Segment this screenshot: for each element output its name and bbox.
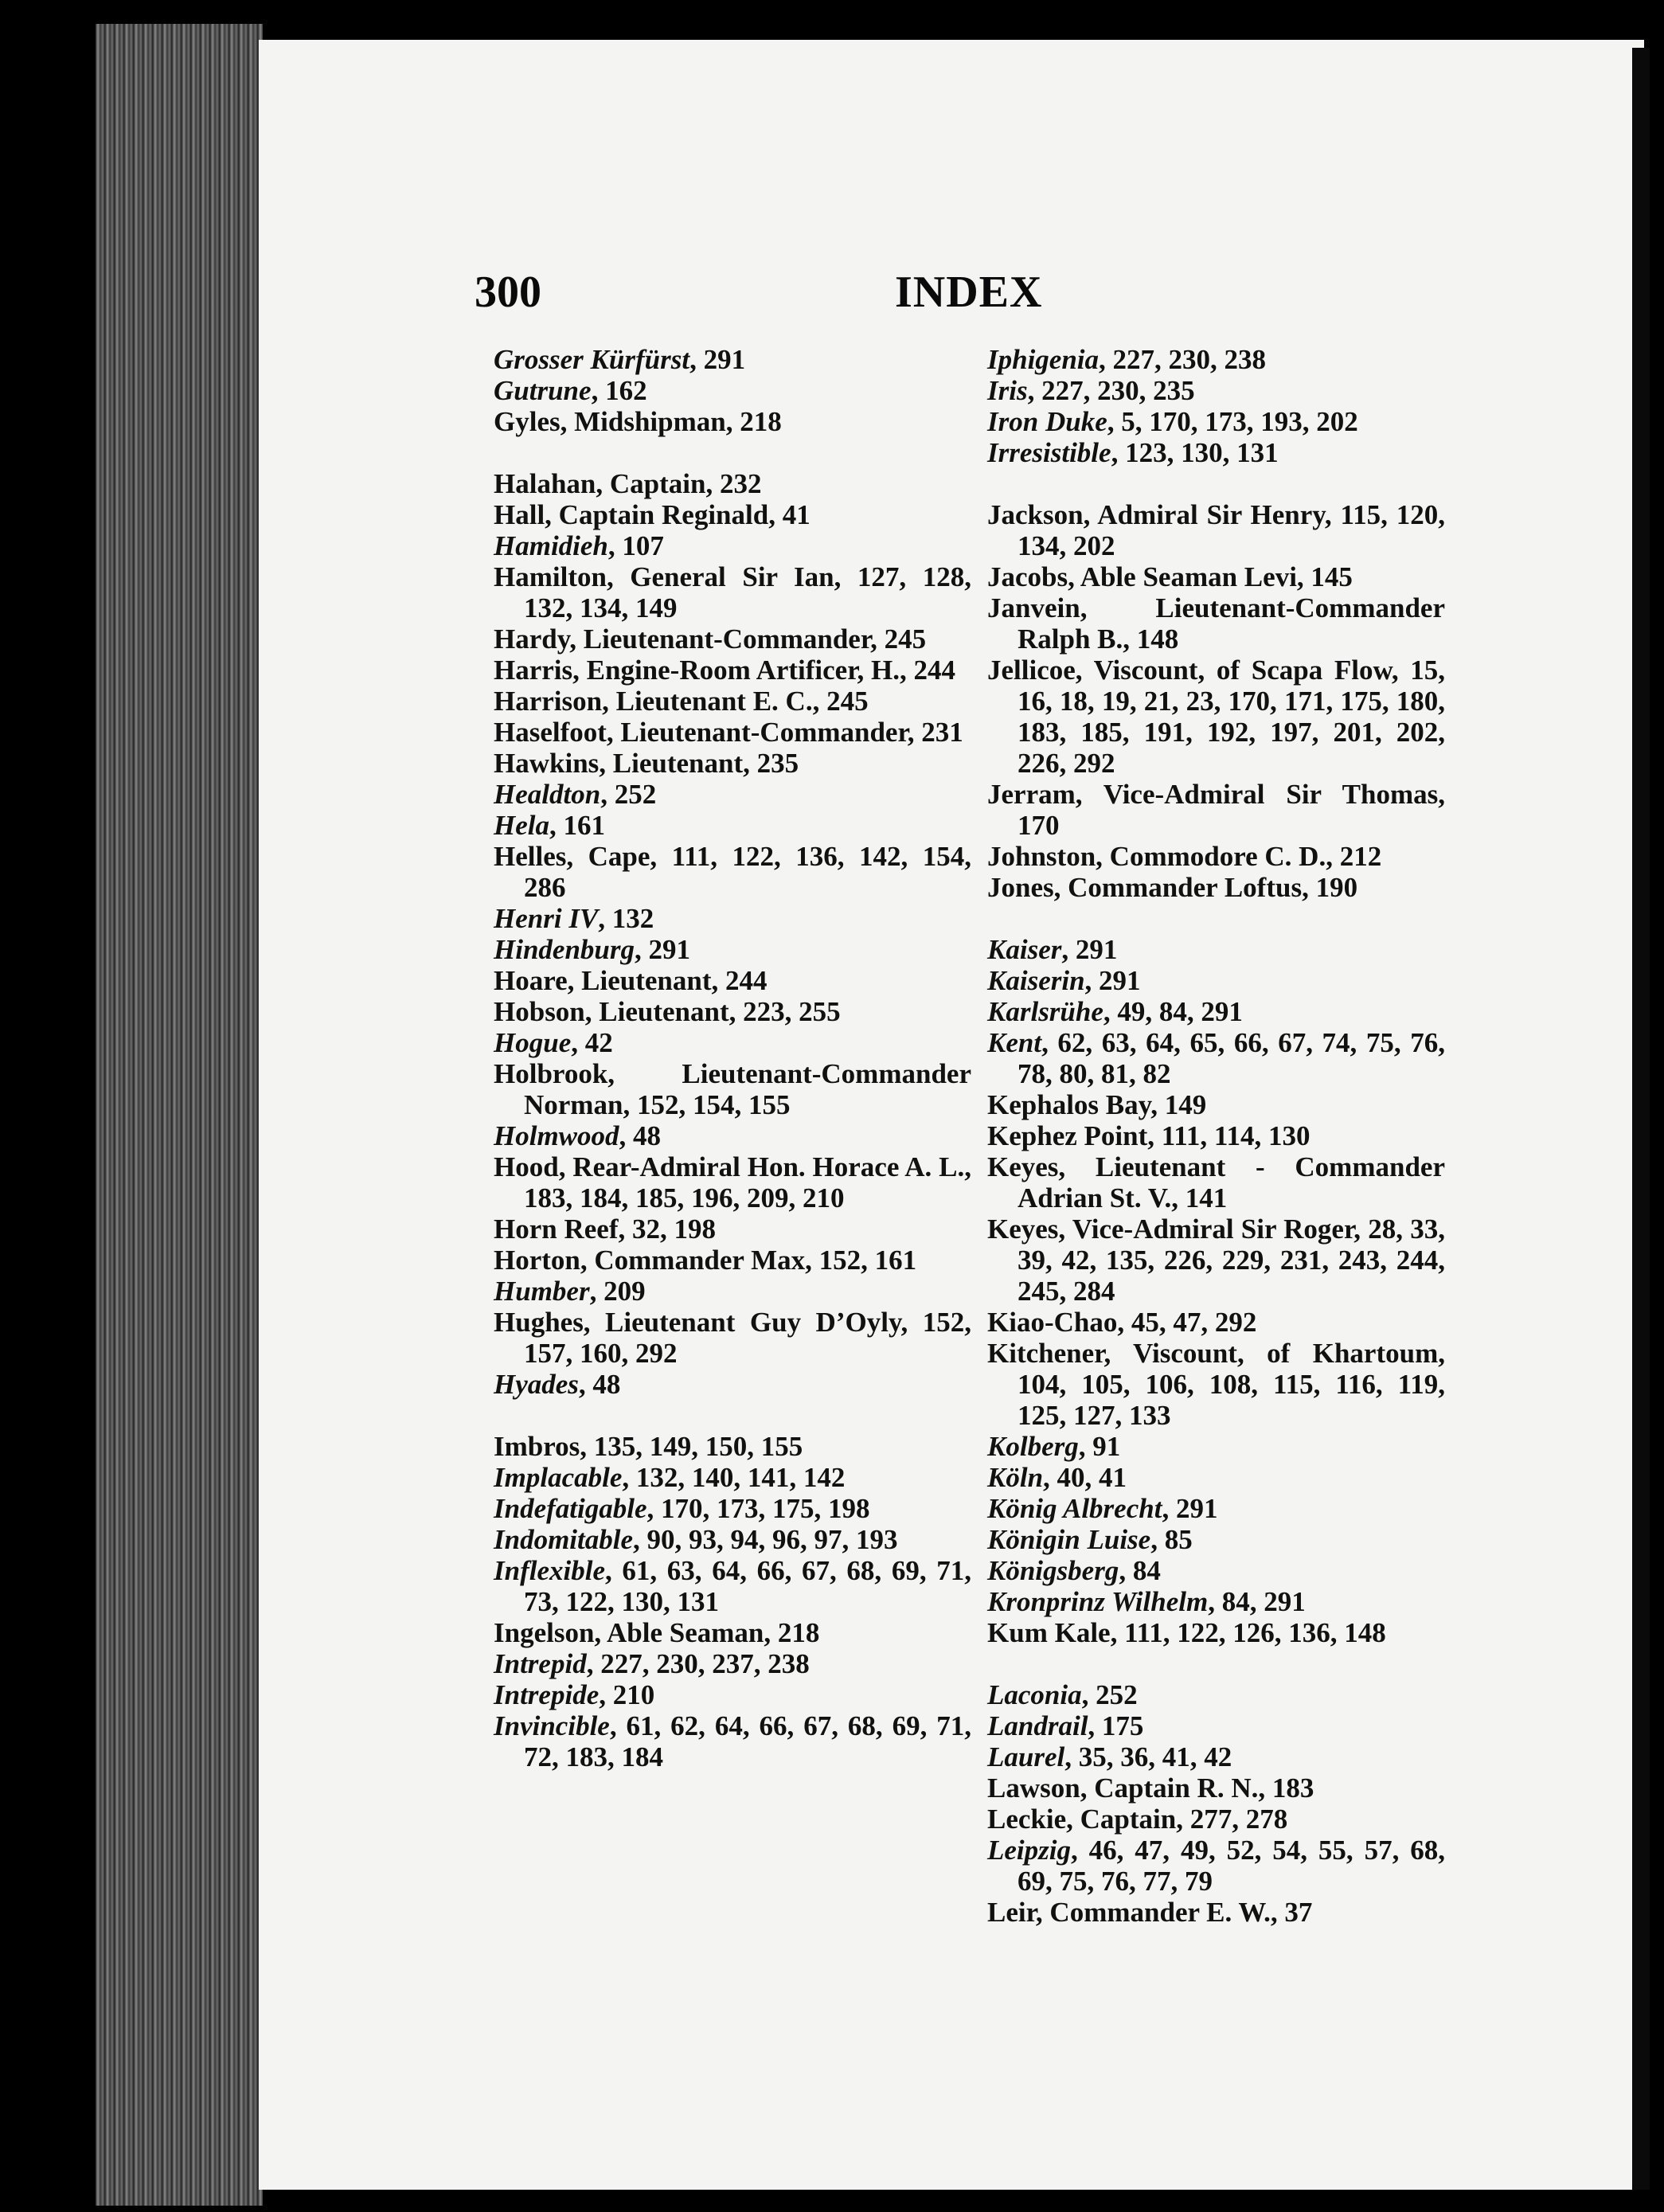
index-entry xyxy=(987,375,1445,406)
index-entry xyxy=(494,1058,971,1120)
index-entry xyxy=(987,499,1445,561)
index-entry-page-refs: , 49, 84, 291 xyxy=(1103,996,1243,1027)
index-entry-name: Kum Kale xyxy=(987,1617,1111,1648)
index-entry-page-refs: , 90, 93, 94, 96, 97, 193 xyxy=(633,1524,898,1555)
index-entry-name: Iphigenia xyxy=(987,344,1100,375)
index-entry-name: Kaiserin xyxy=(987,965,1085,996)
index-entry-page-refs: , 46, 47, 49, 52, 54, 55, 57, 68, 69, 75, 76, 77, 79 xyxy=(1018,1835,1445,1897)
index-entry-name: Irresistible xyxy=(987,437,1111,468)
index-entry xyxy=(494,965,971,996)
index-entry-name: Hawkins, Lieutenant xyxy=(494,748,744,779)
index-entry-page-refs: , 28, 33, 39, 42, 135, 226, 229, 231, 243, 244, 245, 284 xyxy=(1018,1213,1446,1307)
index-entry-page-refs: , 132 xyxy=(598,903,654,934)
index-entry xyxy=(987,872,1445,903)
index-entry xyxy=(987,592,1445,655)
index-entry xyxy=(494,468,971,499)
index-entry xyxy=(987,1089,1445,1120)
index-entry-page-refs: , 111, 122, 136, 142, 154, 286 xyxy=(524,841,972,903)
index-entry xyxy=(987,1120,1445,1151)
index-entry xyxy=(494,1648,971,1679)
index-entry-name: Kolberg xyxy=(987,1431,1079,1462)
index-entry-name: Laconia xyxy=(987,1679,1082,1710)
letter-group-gap xyxy=(494,1400,971,1431)
index-entry xyxy=(987,406,1445,437)
index-entry-page-refs: , 115, 120, 134, 202 xyxy=(1018,499,1445,561)
index-entry-name: Intrepide xyxy=(494,1679,600,1710)
index-entry xyxy=(494,1369,971,1400)
index-entry-name: Holmwood xyxy=(494,1120,619,1151)
index-entry-name: Kronprinz Wilhelm xyxy=(987,1586,1209,1617)
index-entry xyxy=(494,499,971,530)
index-entry-page-refs: , 175 xyxy=(1088,1710,1144,1741)
index-entry xyxy=(987,779,1445,841)
index-entry xyxy=(987,1493,1445,1524)
index-entry xyxy=(494,1027,971,1058)
index-entry xyxy=(494,686,971,717)
index-entry-page-refs: , 183 xyxy=(1258,1772,1314,1804)
index-entry-page-refs: , 170, 173, 175, 198 xyxy=(646,1493,870,1524)
index-entry-name: Johnston, Commodore C. D. xyxy=(987,841,1326,872)
index-entry-page-refs: , 244 xyxy=(900,655,956,686)
letter-group-gap xyxy=(494,437,971,468)
index-entry xyxy=(494,810,971,841)
index-entry-page-refs: , 244 xyxy=(711,965,768,996)
index-entry xyxy=(987,1617,1445,1648)
index-entry-name: Hamilton, General Sir Ian xyxy=(494,561,834,592)
index-entry-page-refs: , 227, 230, 238 xyxy=(1099,344,1267,375)
page-header xyxy=(475,267,1422,322)
index-entry-page-refs: , 291 xyxy=(1084,965,1141,996)
index-entry-name: Jellicoe, Viscount, of Scapa Flow xyxy=(987,655,1392,686)
index-entry-name: Keyes, Vice-Admiral Sir Roger xyxy=(987,1213,1354,1245)
index-entry xyxy=(987,1897,1445,1928)
index-entry-page-refs: , 15, 16, 18, 19, 21, 23, 170, 171, 175, 180, 183, 185, 191, 192, 197, 201, 202, 226, 292 xyxy=(1018,655,1446,779)
index-entry-name: Ingelson, Able Seaman xyxy=(494,1617,764,1648)
index-entry-page-refs: , 152, 161 xyxy=(805,1245,917,1276)
index-entry-page-refs: , 291 xyxy=(1162,1493,1218,1524)
index-entry xyxy=(494,903,971,934)
index-entry-name: Hughes, Lieutenant Guy D’Oyly xyxy=(494,1307,901,1338)
index-entry xyxy=(494,748,971,779)
index-entry-page-refs: , 291 xyxy=(689,344,746,375)
index-entry-name: Indomitable xyxy=(494,1524,634,1555)
index-entry xyxy=(494,1555,971,1617)
index-entry xyxy=(494,717,971,748)
index-entry-name: Köln xyxy=(987,1462,1044,1493)
index-entry-name: Hoare, Lieutenant xyxy=(494,965,712,996)
index-entry xyxy=(494,841,971,903)
index-entry-name: Indefatigable xyxy=(494,1493,647,1524)
index-entry-name: Humber xyxy=(494,1276,590,1307)
index-entry-name: Halahan, Captain xyxy=(494,468,706,499)
index-entry xyxy=(987,1213,1445,1307)
index-entry-name: Leipzig xyxy=(987,1835,1071,1866)
index-entry xyxy=(494,1431,971,1462)
index-entry xyxy=(494,406,971,437)
index-entry-name: Gutrune xyxy=(494,375,592,406)
index-entry xyxy=(987,965,1445,996)
page-number: 300 xyxy=(475,268,541,317)
index-entry-name: Hamidieh xyxy=(494,530,608,561)
index-entry-page-refs: , 162 xyxy=(591,375,647,406)
index-entry-name: Henri IV xyxy=(494,903,599,934)
index-entry-page-refs: , 111, 114, 130 xyxy=(1147,1120,1310,1151)
index-entry-page-refs: , 277, 278 xyxy=(1176,1804,1288,1835)
index-entry xyxy=(494,1245,971,1276)
index-entry-page-refs: , 252 xyxy=(600,779,657,810)
index-entry-page-refs: , 111, 122, 126, 136, 148 xyxy=(1110,1617,1386,1648)
index-entry xyxy=(987,841,1445,872)
index-entry-name: Leir, Commander E. W. xyxy=(987,1897,1271,1928)
index-entry xyxy=(494,1617,971,1648)
index-entry-page-refs: , 104, 105, 106, 108, 115, 116, 119, 125, 127, 133 xyxy=(1018,1338,1445,1431)
index-entry-name: Iron Duke xyxy=(987,406,1107,437)
index-entry xyxy=(494,1276,971,1307)
index-entry-page-refs: , 245 xyxy=(812,686,869,717)
index-entry-page-refs: , 40, 41 xyxy=(1043,1462,1127,1493)
index-entry-name: Königsberg xyxy=(987,1555,1119,1586)
index-entry-page-refs: , 170 xyxy=(1018,779,1445,841)
index-entry-page-refs: , 48 xyxy=(619,1120,662,1151)
index-entry-page-refs: , 41 xyxy=(768,499,811,530)
index-entry-page-refs: , 141 xyxy=(1171,1182,1228,1213)
index-entry-page-refs: , 62, 63, 64, 65, 66, 67, 74, 75, 76, 78, 80, 81, 82 xyxy=(1018,1027,1445,1089)
index-entry-page-refs: , 227, 230, 235 xyxy=(1027,375,1195,406)
index-entry-page-refs: , 218 xyxy=(764,1617,820,1648)
index-entry xyxy=(987,561,1445,592)
index-entry xyxy=(987,1804,1445,1835)
index-entry xyxy=(494,375,971,406)
index-entry-page-refs: , 37 xyxy=(1270,1897,1313,1928)
index-entry xyxy=(987,1555,1445,1586)
index-entry-name: Intrepid xyxy=(494,1648,587,1679)
index-entry-page-refs: , 235 xyxy=(743,748,799,779)
index-entry xyxy=(494,1151,971,1213)
index-entry-name: Hogue xyxy=(494,1027,572,1058)
index-entry-page-refs: , 85 xyxy=(1150,1524,1193,1555)
index-entry xyxy=(987,1586,1445,1617)
index-entry-name: Gyles, Midshipman xyxy=(494,406,726,437)
index-entry xyxy=(494,1679,971,1710)
index-entry xyxy=(987,344,1445,375)
index-entry-page-refs: , 42 xyxy=(571,1027,613,1058)
index-entry-page-refs: , 152, 157, 160, 292 xyxy=(524,1307,972,1369)
index-entry-name: Hood, Rear-Admiral Hon. Horace A. L. xyxy=(494,1151,965,1182)
index-entry xyxy=(987,1679,1445,1710)
index-column-right xyxy=(987,344,1445,1928)
index-entry-page-refs: , 223, 255 xyxy=(728,996,841,1027)
index-entry-name: Hela xyxy=(494,810,549,841)
index-entry-name: Kent xyxy=(987,1027,1042,1058)
index-entry-name: Kephalos Bay xyxy=(987,1089,1151,1120)
index-entry xyxy=(494,530,971,561)
index-entry-page-refs: , 132, 140, 141, 142 xyxy=(622,1462,846,1493)
index-entry xyxy=(494,1307,971,1369)
index-entry-name: Kephez Point xyxy=(987,1120,1148,1151)
index-entry-page-refs: , 84, 291 xyxy=(1208,1586,1306,1617)
letter-group-gap xyxy=(987,1648,1445,1679)
index-entry xyxy=(987,1524,1445,1555)
index-entry-page-refs: , 152, 154, 155 xyxy=(623,1089,791,1120)
index-entry-page-refs: , 45, 47, 292 xyxy=(1117,1307,1257,1338)
index-entry xyxy=(987,1307,1445,1338)
index-entry-name: Imbros xyxy=(494,1431,580,1462)
index-entry xyxy=(494,1462,971,1493)
index-entry-page-refs: , 32, 198 xyxy=(618,1213,716,1245)
index-entry-name: Iris xyxy=(987,375,1028,406)
index-entry xyxy=(987,1027,1445,1089)
index-entry xyxy=(494,934,971,965)
index-entry-name: König Albrecht xyxy=(987,1493,1162,1524)
index-entry-name: Janvein, Lieutenant-Commander Ralph B. xyxy=(987,592,1445,655)
index-entry-page-refs: , 145 xyxy=(1296,561,1353,592)
index-entry-page-refs: , 149 xyxy=(1150,1089,1207,1120)
index-entry-page-refs: , 91 xyxy=(1078,1431,1121,1462)
index-entry-name: Karlsrühe xyxy=(987,996,1103,1027)
index-entry-page-refs: , 232 xyxy=(705,468,762,499)
index-entry-name: Hobson, Lieutenant xyxy=(494,996,729,1027)
index-entry-page-refs: , 61, 63, 64, 66, 67, 68, 69, 71, 73, 122, 130, 131 xyxy=(524,1555,971,1617)
index-entry-page-refs: , 209 xyxy=(589,1276,646,1307)
index-entry-name: Lawson, Captain R. N. xyxy=(987,1772,1259,1804)
index-entry-page-refs: , 123, 130, 131 xyxy=(1111,437,1279,468)
index-entry-name: Grosser Kürfürst xyxy=(494,344,690,375)
index-entry-name: Horton, Commander Max xyxy=(494,1245,806,1276)
index-entry xyxy=(494,1493,971,1524)
index-entry xyxy=(987,437,1445,468)
index-entry xyxy=(987,1462,1445,1493)
index-entry-name: Haselfoot, Lieutenant-Commander xyxy=(494,717,908,748)
index-entry-name: Keyes, Lieutenant - Commander Adrian St. V. xyxy=(987,1151,1445,1213)
index-entry-name: Harris, Engine-Room Artificer, H. xyxy=(494,655,900,686)
index-entry xyxy=(987,934,1445,965)
index-entry-name: Jackson, Admiral Sir Henry xyxy=(987,499,1325,530)
index-entry-name: Landrail xyxy=(987,1710,1088,1741)
index-entry-name: Hyades xyxy=(494,1369,579,1400)
index-entry-name: Healdton xyxy=(494,779,601,810)
index-entry xyxy=(494,779,971,810)
index-entry-page-refs: , 35, 36, 41, 42 xyxy=(1064,1741,1232,1772)
index-entry-page-refs: , 227, 230, 237, 238 xyxy=(586,1648,810,1679)
index-entry xyxy=(987,1835,1445,1897)
index-entry xyxy=(987,1741,1445,1772)
index-entry-name: Holbrook, Lieutenant-Commander Norman xyxy=(494,1058,971,1120)
index-entry xyxy=(494,996,971,1027)
index-entry-name: Kaiser xyxy=(987,934,1062,965)
index-entry xyxy=(987,1710,1445,1741)
index-entry xyxy=(987,1772,1445,1804)
index-entry-page-refs: , 190 xyxy=(1302,872,1358,903)
index-entry xyxy=(494,1120,971,1151)
index-entry-name: Harrison, Lieutenant E. C. xyxy=(494,686,813,717)
index-column-left xyxy=(494,344,971,1772)
index-entry-page-refs: , 210 xyxy=(599,1679,655,1710)
index-entry-name: Inflexible xyxy=(494,1555,605,1586)
index-entry xyxy=(987,655,1445,779)
index-entry xyxy=(494,1710,971,1772)
index-entry-page-refs: , 127, 128, 132, 134, 149 xyxy=(524,561,971,623)
index-entry-page-refs: , 231 xyxy=(907,717,963,748)
index-entry xyxy=(494,1524,971,1555)
index-entry-page-refs: , 48 xyxy=(578,1369,621,1400)
index-entry-name: Hardy, Lieutenant-Commander xyxy=(494,623,871,655)
index-entry-page-refs: , 161 xyxy=(549,810,605,841)
index-entry-name: Helles, Cape xyxy=(494,841,650,872)
running-title: INDEX xyxy=(895,268,1043,317)
index-entry-page-refs: , 84 xyxy=(1119,1555,1161,1586)
index-entry-page-refs: , 148 xyxy=(1123,623,1179,655)
index-entry-page-refs: , 252 xyxy=(1081,1679,1138,1710)
letter-group-gap xyxy=(987,468,1445,499)
index-entry xyxy=(494,344,971,375)
index-entry-page-refs: , 107 xyxy=(607,530,664,561)
index-entry xyxy=(987,1338,1445,1431)
index-entry-page-refs: , 245 xyxy=(870,623,927,655)
index-entry-name: Hall, Captain Reginald xyxy=(494,499,769,530)
index-entry-name: Königin Luise xyxy=(987,1524,1151,1555)
index-entry xyxy=(987,996,1445,1027)
index-entry-page-refs: , 218 xyxy=(725,406,782,437)
index-entry-name: Implacable xyxy=(494,1462,623,1493)
index-entry-name: Horn Reef xyxy=(494,1213,619,1245)
index-entry-page-refs: , 291 xyxy=(1061,934,1118,965)
index-entry-page-refs: , 291 xyxy=(635,934,690,965)
index-entry-name: Hindenburg xyxy=(494,934,635,965)
index-entry xyxy=(987,1431,1445,1462)
index-entry-page-refs: , 61, 62, 64, 66, 67, 68, 69, 71, 72, 183, 184 xyxy=(524,1710,971,1772)
index-entry-name: Invincible xyxy=(494,1710,610,1741)
index-entry xyxy=(987,1151,1445,1213)
index-entry-name: Jerram, Vice-Admiral Sir Thomas xyxy=(987,779,1439,810)
index-entry-page-refs: , 5, 170, 173, 193, 202 xyxy=(1107,406,1358,437)
index-entry xyxy=(494,655,971,686)
index-entry-name: Kitchener, Viscount, of Khartoum xyxy=(987,1338,1439,1369)
index-entry xyxy=(494,1213,971,1245)
index-entry xyxy=(494,561,971,623)
index-entry-page-refs: , 135, 149, 150, 155 xyxy=(580,1431,803,1462)
index-entry-name: Kiao-Chao xyxy=(987,1307,1118,1338)
index-entry-name: Jones, Commander Loftus xyxy=(987,872,1303,903)
index-entry-name: Leckie, Captain xyxy=(987,1804,1177,1835)
index-entry-page-refs: , 212 xyxy=(1326,841,1382,872)
scan-border xyxy=(1632,48,1650,2190)
book-page-edges xyxy=(96,24,263,2206)
letter-group-gap xyxy=(987,903,1445,934)
index-entry xyxy=(494,623,971,655)
index-entry-name: Jacobs, Able Seaman Levi xyxy=(987,561,1297,592)
index-entry-page-refs: , 183, 184, 185, 196, 209, 210 xyxy=(524,1151,971,1213)
index-entry-name: Laurel xyxy=(987,1741,1065,1772)
